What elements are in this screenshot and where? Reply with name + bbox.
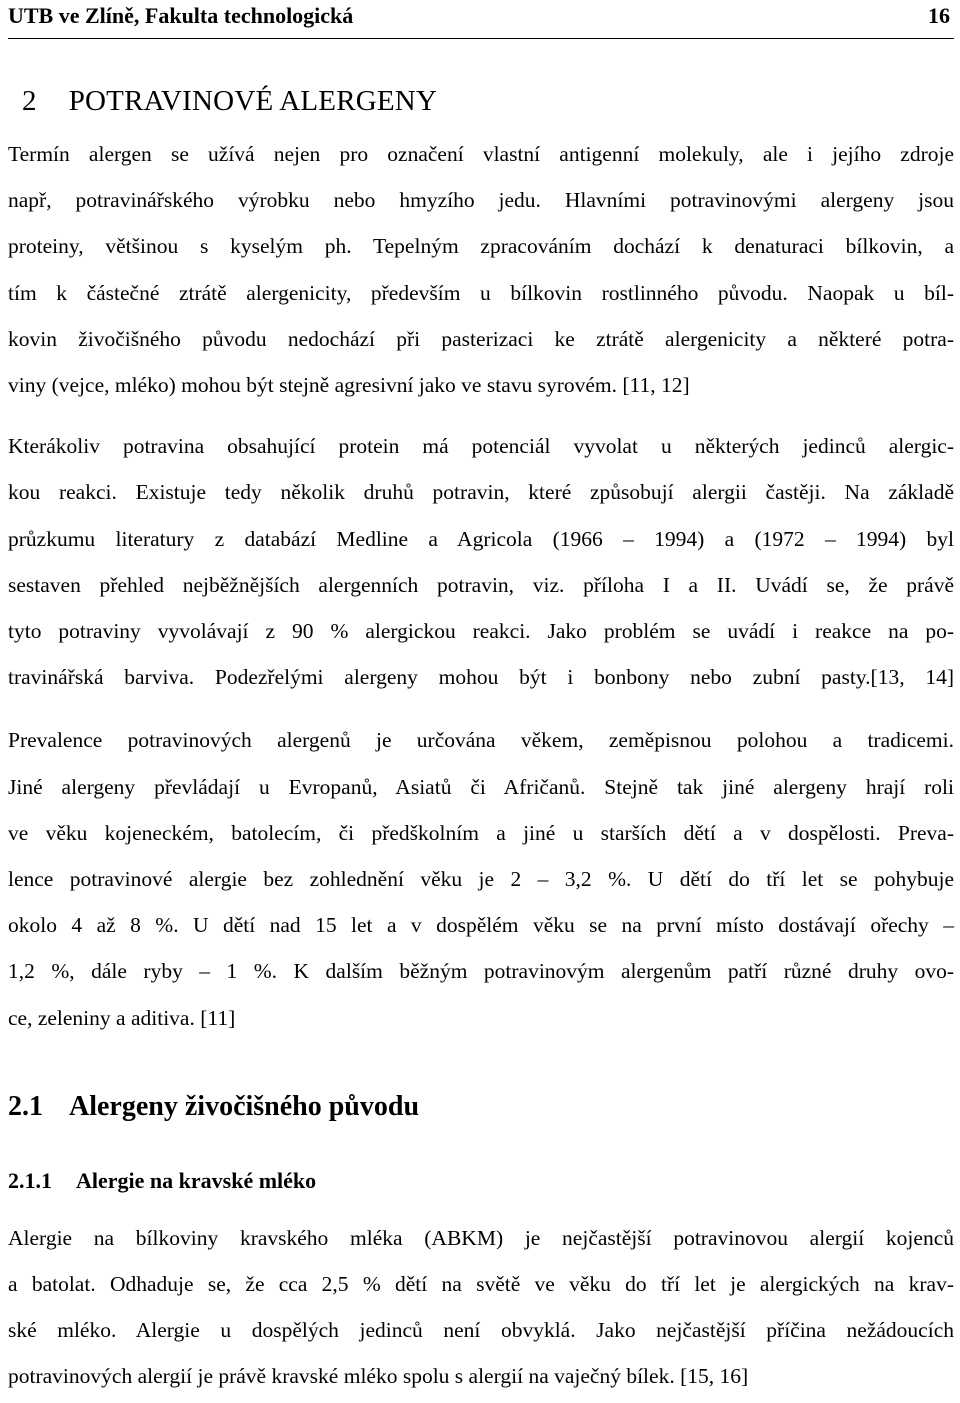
chapter-number: 2 [22, 85, 37, 117]
text-line: Kterákoliv potravina obsahující protein má potenciál vyvolat u některých jedinců alergic- [8, 434, 954, 459]
chapter-title: POTRAVINOVÉ ALERGENY [68, 85, 438, 117]
text-line: kovin živočišného původu nedochází při pasterizaci ke ztrátě alergenicity a některé potra- [8, 326, 954, 351]
text-line: lence potravinové alergie bez zohlednění věku je 2 – 3,2 %. U dětí do tří let se pohybuje [8, 867, 954, 892]
text-line: travinářská barviva. Podezřelými alergeny mohou být i bonbony nebo zubní pasty.[13, 14] [8, 665, 954, 690]
text-line: okolo 4 až 8 %. U dětí nad 15 let a v dospělém věku se na první místo dostávají ořechy – [8, 913, 954, 938]
page-number: 16 [928, 3, 950, 28]
text-line: kou reakci. Existuje tedy několik druhů potravin, které způsobují alergii častěji. Na základě [8, 480, 954, 505]
text-line: potravinových alergií je právě kravské mléko spolu s alergií na vaječný bílek. [15, 16] [8, 1364, 749, 1389]
running-header [8, 0, 954, 39]
text-line: Termín alergen se užívá nejen pro označení vlastní antigenní molekuly, ale i jejího zdroje [8, 142, 954, 166]
text-line: proteiny, většinou s kyselým ph. Tepelným zpracováním dochází k denaturaci bílkovin, a [8, 234, 954, 259]
paragraph-3 [8, 717, 954, 1040]
text-line: tyto potraviny vyvolávají z 90 % alergickou reakci. Jako problém se uvádí i reakce na po- [8, 619, 954, 644]
text-line: tím k částečné ztrátě alergenicity, především u bílkovin rostlinného původu. Naopak u bíl- [8, 280, 954, 305]
subsection-number: 2.1.1 [8, 1167, 52, 1193]
paragraph-1 [8, 131, 954, 408]
header-title: UTB ve Zlíně, Fakulta technologická [8, 3, 354, 28]
section-heading [8, 1088, 954, 1126]
text-line: Jiné alergeny převládají u Evropanů, Asiatů či Afričanů. Stejně tak jiné alergeny hrají roli [8, 774, 954, 799]
text-line: ve věku kojeneckém, batolecím, či předškolním a jiné u starších dětí a v dospělosti. Preva- [8, 820, 954, 845]
text-line: 1,2 %, dále ryby – 1 %. K dalším běžným potravinovým alergenům patří různé druhy ovo- [8, 959, 954, 984]
chapter-heading [8, 83, 954, 119]
text-line: ce, zeleniny a aditiva. [11] [8, 1005, 236, 1030]
text-line: např, potravinářského výrobku nebo hmyzího jedu. Hlavními potravinovými alergeny jsou [8, 188, 954, 213]
paragraph-4 [8, 1215, 954, 1400]
text-line: viny (vejce, mléko) mohou být stejně agresivní jako ve stavu syrovém. [11, 12] [8, 373, 690, 398]
subsection-heading [8, 1166, 954, 1196]
document-page [8, 0, 954, 1400]
subsection-title: Alergie na kravské mléko [76, 1167, 317, 1193]
text-line: průzkumu literatury z databází Medline a Agricola (1966 – 1994) a (1972 – 1994) byl [8, 526, 954, 551]
text-line: a batolat. Odhaduje se, že cca 2,5 % dětí na světě ve věku do tří let je alergických na krav- [8, 1272, 954, 1297]
text-line: sestaven přehled nejběžnějších alergenních potravin, viz. příloha I a II. Uvádí se, že právě [8, 572, 954, 597]
text-line: ské mléko. Alergie u dospělých jedinců není obvyklá. Jako nejčastější příčina nežádoucích [8, 1318, 954, 1343]
paragraph-2 [8, 423, 954, 700]
text-line: Prevalence potravinových alergenů je určována věkem, zeměpisnou polohou a tradicemi. [8, 728, 954, 753]
section-title: Alergeny živočišného původu [69, 1090, 420, 1122]
text-line: Alergie na bílkoviny kravského mléka (ABKM) je nejčastější potravinovou alergií kojenců [8, 1225, 954, 1250]
section-number: 2.1 [8, 1090, 43, 1122]
